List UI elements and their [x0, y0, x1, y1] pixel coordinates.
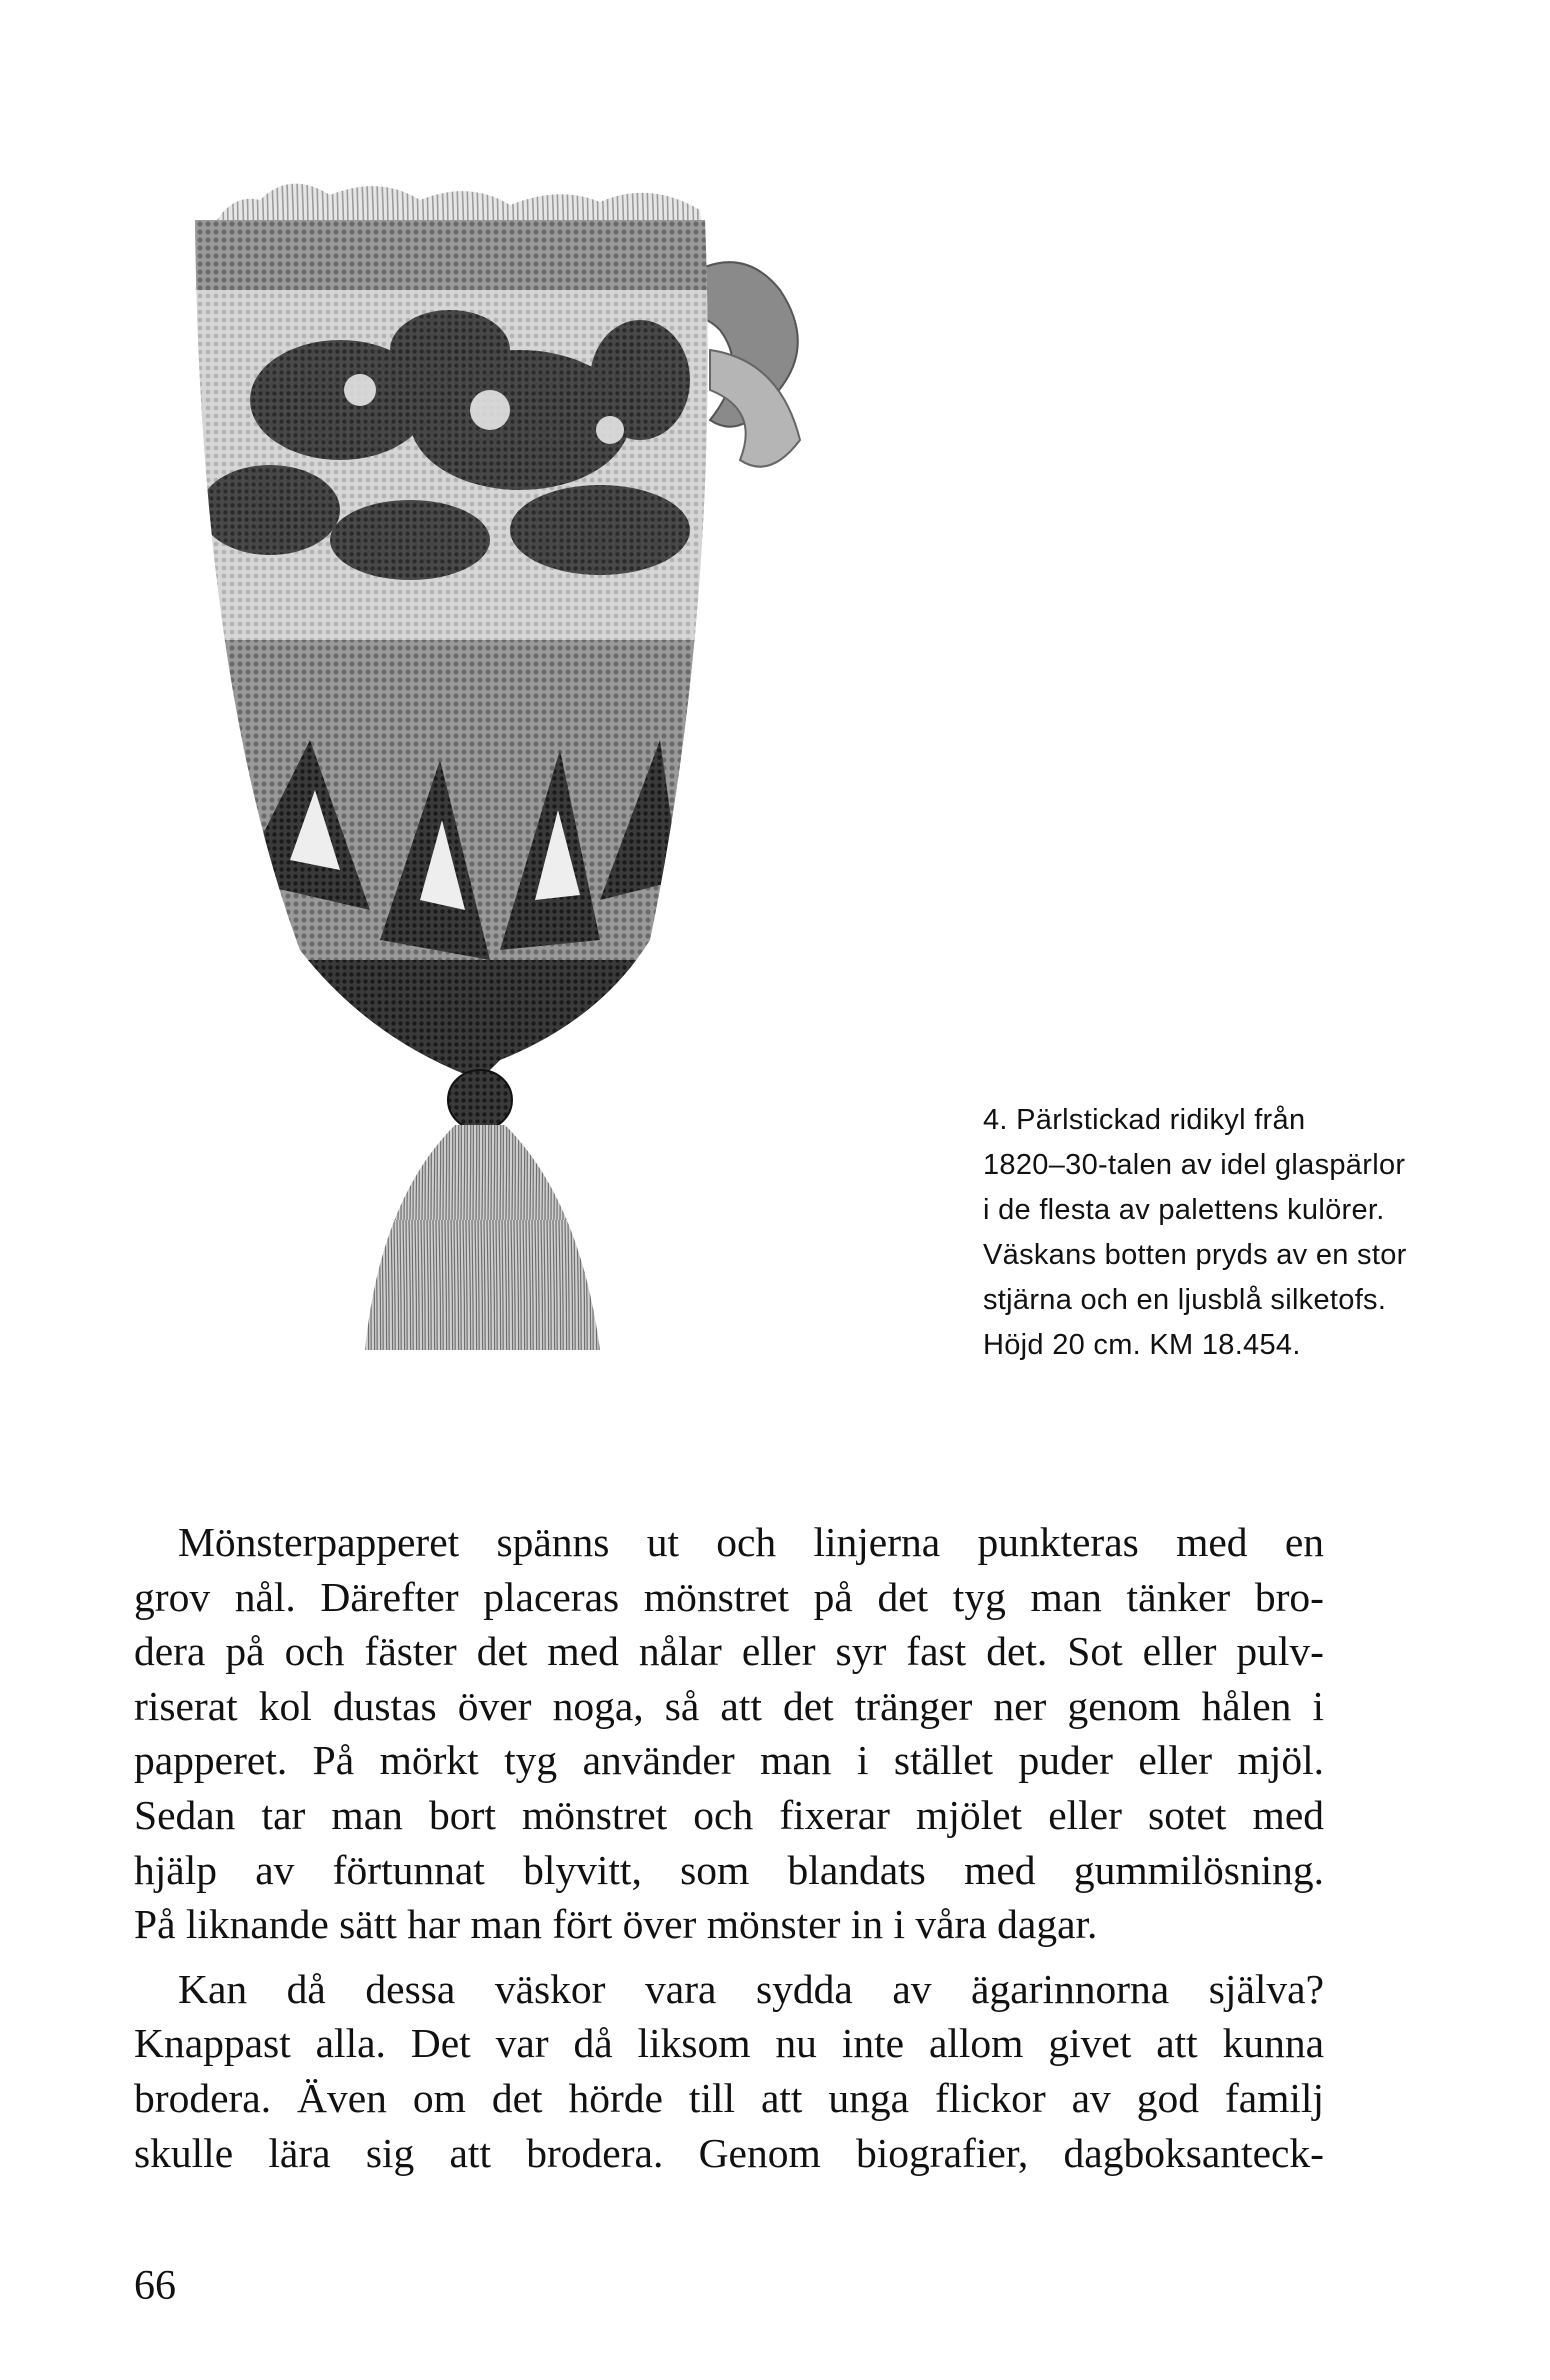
text-line: riserat kol dustas över noga, så att det tränger ner genom hålen i [134, 1682, 1324, 1729]
caption-line: stjärna och en ljusblå silketofs. [983, 1284, 1387, 1316]
paragraph [134, 1962, 1324, 2180]
text-line: brodera. Även om det hörde till att unga flickor av god familj [134, 2074, 1324, 2121]
beaded-reticule-icon [180, 180, 940, 1380]
text-line: På liknande sätt har man fört över mönster in i våra dagar. [134, 1901, 1098, 1948]
caption-line: 4. Pärlstickad ridikyl från [983, 1104, 1306, 1136]
page-number: 66 [134, 2263, 176, 2309]
text-line: grov nål. Därefter placeras mönstret på det tyg man tänker bro- [134, 1573, 1324, 1620]
paragraph [134, 1515, 1324, 1952]
figure-caption [983, 1098, 1523, 1368]
text-line: dera på och fäster det med nålar eller syr fast det. Sot eller pulv- [134, 1628, 1324, 1675]
text-line: hjälp av förtunnat blyvitt, som blandats med gummilösning. [134, 1846, 1324, 1893]
text-line: Knappast alla. Det var då liksom nu inte allom givet att kunna [134, 2020, 1324, 2067]
reticule-photo [180, 180, 940, 1380]
text-line: papperet. På mörkt tyg använder man i stället puder eller mjöl. [134, 1737, 1324, 1784]
body-text [134, 1515, 1324, 2180]
text-line: Sedan tar man bort mönstret och fixerar mjölet eller sotet med [134, 1791, 1324, 1838]
caption-line: 1820–30-talen av idel glaspärlor [983, 1149, 1406, 1181]
caption-line: i de flesta av palettens kulörer. [983, 1194, 1385, 1226]
text-line: Kan då dessa väskor vara sydda av ägarinnorna själva? [178, 1965, 1324, 2012]
text-line: skulle lära sig att brodera. Genom biografier, dagboksanteck- [134, 2129, 1324, 2176]
caption-line: Höjd 20 cm. KM 18.454. [983, 1329, 1301, 1361]
caption-line: Väskans botten pryds av en stor [983, 1239, 1407, 1271]
text-line: Mönsterpapperet spänns ut och linjerna punkteras med en [178, 1519, 1324, 1565]
